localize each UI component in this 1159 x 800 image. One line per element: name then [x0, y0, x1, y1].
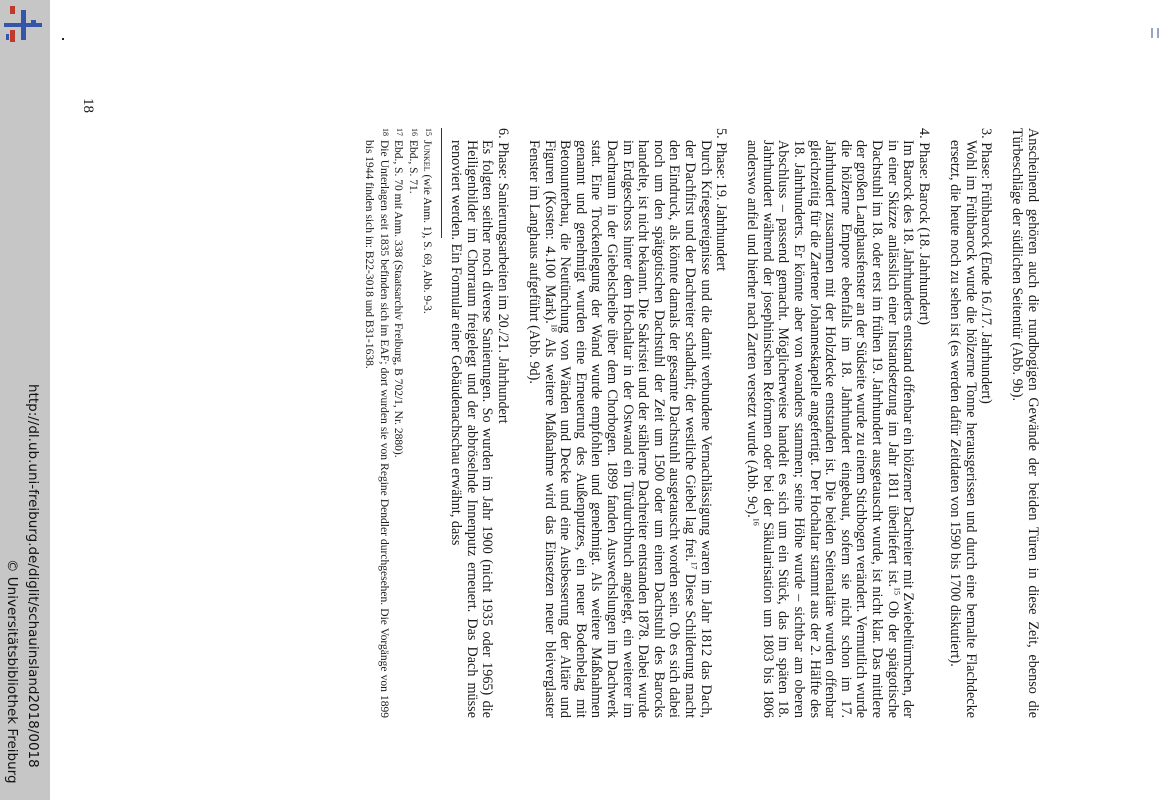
copyright-notice: © Universitätsbibliothek Freiburg	[4, 559, 20, 784]
scanned-page	[80, 98, 1041, 719]
phase3-heading: 3. Phase: Frühbarock (Ende 16./17. Jahrhundert)	[978, 128, 995, 404]
corner-marker-icon	[1151, 28, 1159, 38]
footnote-ref: 16	[752, 517, 762, 526]
phase4-heading: 4. Phase: Barock (18. Jahrhundert)	[915, 128, 932, 325]
footnote-ref: 18	[549, 323, 559, 332]
footnote-ref: 17	[689, 561, 699, 570]
phase3-paragraph: Wohl im Frühbarock wurde die hölzerne Tonne herausgerissen und durch eine bemalte Flachdecke ersetzt, die heute noch zu sehen ist (es werden dafür Zeitdaten von 1590 bis 1700 diskutiert).	[947, 140, 979, 718]
intro-paragraph: Anscheinend gehören auch die rundbogigen Gewände der beiden Türen in diese Zeit, ebenso die Türbeschläge der südlichen Seitentür (Abb. 9b).	[1009, 128, 1041, 718]
footnote-ref: 15	[892, 587, 902, 596]
footnote: 18 Die Unterlagen seit 1835 befinden sich im EAF; dort wurden sie von Regine Dendler durchgesehen. Die Vorgänge von 1899 bis 1944 finden sich in: B22-3018 und B31-1638.	[363, 128, 390, 718]
source-url[interactable]: http://dl.ub.uni-freiburg.de/diglit/schauinsland2018/0018	[25, 384, 41, 768]
library-logo-icon	[4, 6, 42, 46]
footnote: 15 Junkel (wie Anm. 1), S. 69, Abb. 9-3.	[421, 128, 434, 314]
phase4-paragraph: Im Barock des 18. Jahrhunderts entstand offenbar ein hölzerner Dachreiter mit Zwiebeltürmchen, der in einer Skizze anlässlich einer Instandsetzung im Jahr 1811 überliefert ist.$^{15}$ Ob der spätgotische Dachstuhl im 18. oder erst im frühen 19. Jahrhundert ausgetauscht wurde, ist nicht klar. Das mittlere der großen Langhausfenster an der Südseite wurde zu einem Stichbogen verändert. Vermutlich wurde die hölzerne Empore ebenfalls im 18. Jahrhundert eingebaut, sofern sie nicht schon im 17. Jahrhundert zusammen mit der Holzdecke entstanden ist. Die beiden Seitenaltäre wurden offenbar gleichzeitig für die Zartener Johanneskapelle angefertigt. Der Hochaltar stammt aus der 2. Hälfte des 18. Jahrhunderts. Er könnte aber von woanders stammen; seine Höhe wurde – sichtbar am oberen Abschluss – passend gemacht. Möglicherweise handelt es sich um ein Stück, das im späten 18. Jahrhundert während der josephinischen Reformen oder bei der Säkularisation um 1803 bis 1806 anderswo anfiel und hierher nach Zarten versetzt wurde (Abb. 9c).$^{16}$	[744, 140, 917, 719]
viewer-sidebar	[0, 0, 50, 800]
phase5-paragraph: Durch Kriegsereignisse und die damit verbundene Vernachlässigung waren im Jahr 1812 das Dach, der Dachfirst und der Dachreiter schadhaft; der westliche Giebel lag frei.$^{17}$ Diese Schilderung macht den Eindruck, als könnte damals der gesamte Dachstuhl ausgetauscht worden sein. Ob es sich dabei noch um den spätgotischen Dachstuhl der Zeit um 1500 oder um einen Dachstuhl des Barocks handelte, ist nicht bekannt. Die Sakristei und der stählerne Dachreiter entstanden 1878. Dabei wurde im Erdgeschoss hinter dem Hochaltar in der Ostwand ein Türdurchbruch angelegt, ein weiterer im Dachraum in der Giebelscheibe über dem Chorbogen. 1899 fanden Auswechslungen im Dachwerk statt. Eine Trockenlegung der Wand wurde empfohlen und genehmigt. Als weitere Maßnahmen genannt und genehmigt wurden eine Erneuerung des Außenputzes, ein neuer Bodenbelag mit Betonunterbau, die Neutünchung von Wänden und Decke und eine Ausbesserung der Altäre und Figuren (Kosten: 4.100 Mark).$^{18}$ Als weitere Maßnahme wird das Einsetzen neuer bleiverglaster Fenster im Langhaus aufgeführt (Abb. 9d).	[526, 140, 714, 719]
page-number: 18	[80, 98, 96, 113]
scan-speck	[62, 38, 64, 40]
phase6-paragraph: Es folgten seither noch diverse Sanierungen. So wurden im Jahr 1900 (nicht 1935 oder 1965) die Heiligenbilder im Chorraum freigelegt und der abbröselnde Innenputz erneuert. Das Dach müsse renoviert werden. Ein Formular einer Gebäudenachschau erwähnt, dass	[448, 140, 496, 718]
footnote: 17 Ebd., S. 70 mit Anm. 338 (Staatsarchiv Freiburg, B 702/1, Nr. 2880).	[392, 128, 405, 458]
footnote: 16 Ebd., S. 71.	[406, 128, 419, 194]
phase6-heading: 6. Phase: Sanierungsarbeiten im 20./21. Jahrhundert	[494, 128, 511, 424]
footnote-divider	[441, 128, 442, 238]
phase5-heading: 5. Phase: 19. Jahrhundert	[713, 128, 730, 272]
